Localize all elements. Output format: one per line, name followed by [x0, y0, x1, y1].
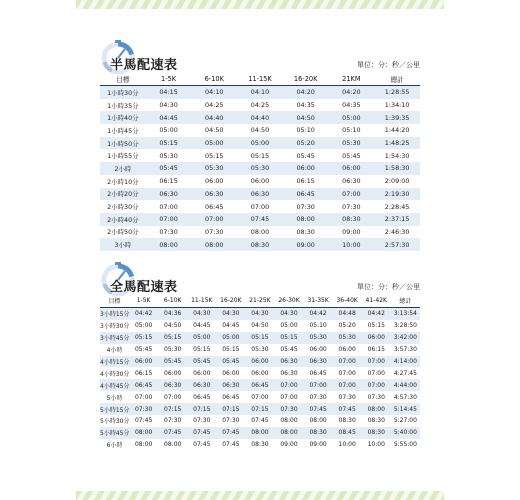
total-time-cell: 4:57:30 [391, 391, 420, 403]
column-header: 1-5K [146, 72, 192, 86]
pace-cell: 06:30 [191, 188, 237, 201]
column-header: 6-10K [191, 72, 237, 86]
pace-cell: 06:15 [362, 344, 391, 356]
total-time-cell: 3:57:30 [391, 344, 420, 356]
column-header: 11-15K [187, 294, 216, 308]
target-time-cell: 3小時 [100, 238, 146, 251]
pace-cell: 09:00 [274, 439, 303, 451]
pace-cell: 06:00 [245, 356, 274, 368]
pace-cell: 10:00 [362, 439, 391, 451]
total-time-cell: 4:44:00 [391, 379, 420, 391]
total-time-cell: 2:37:15 [374, 213, 420, 226]
pace-cell: 07:00 [158, 391, 187, 403]
pace-cell: 05:15 [237, 149, 283, 162]
pace-cell: 04:30 [187, 308, 216, 320]
total-time-cell: 5:40:00 [391, 427, 420, 439]
target-time-cell: 5小時45分 [100, 427, 129, 439]
pace-cell: 05:45 [187, 356, 216, 368]
pace-cell: 05:30 [245, 344, 274, 356]
pace-cell: 06:00 [158, 367, 187, 379]
pace-cell: 07:45 [216, 439, 245, 451]
pace-cell: 04:45 [216, 320, 245, 332]
pace-cell: 07:00 [304, 379, 333, 391]
pace-cell: 07:00 [333, 379, 362, 391]
pace-cell: 04:40 [191, 111, 237, 124]
pace-cell: 04:42 [362, 308, 391, 320]
pace-cell: 08:00 [274, 427, 303, 439]
half-marathon-header [100, 40, 420, 72]
target-time-cell: 3小時15分 [100, 308, 129, 320]
pace-cell: 08:00 [283, 213, 329, 226]
pace-cell: 05:00 [216, 332, 245, 344]
total-time-cell: 4:27:45 [391, 367, 420, 379]
pace-cell: 06:15 [146, 175, 192, 188]
target-time-cell: 2小時 [100, 162, 146, 175]
pace-cell: 04:10 [237, 86, 283, 99]
table-row [100, 162, 420, 175]
pace-cell: 08:30 [245, 439, 274, 451]
pace-cell: 05:00 [146, 124, 192, 137]
pace-cell: 05:15 [146, 137, 192, 150]
column-header: 41-42K [362, 294, 391, 308]
table-row [100, 415, 420, 427]
half-header-row [100, 72, 420, 86]
pace-cell: 06:45 [283, 188, 329, 201]
table-row [100, 403, 420, 415]
pace-cell: 06:00 [362, 332, 391, 344]
pace-cell: 07:15 [245, 403, 274, 415]
pace-cell: 07:45 [158, 427, 187, 439]
pace-cell: 06:30 [274, 356, 303, 368]
pace-cell: 07:30 [191, 226, 237, 239]
pace-cell: 05:15 [362, 320, 391, 332]
table-row [100, 367, 420, 379]
target-time-cell: 1小時30分 [100, 86, 146, 99]
pace-cell: 07:00 [333, 356, 362, 368]
pace-cell: 04:20 [283, 86, 329, 99]
target-time-cell: 6小時 [100, 439, 129, 451]
pace-cell: 05:45 [274, 344, 303, 356]
table-row [100, 226, 420, 239]
pace-cell: 05:15 [274, 332, 303, 344]
pace-cell: 04:50 [191, 124, 237, 137]
total-time-cell: 3:13:54 [391, 308, 420, 320]
pace-cell: 07:30 [216, 415, 245, 427]
pace-cell: 07:45 [333, 403, 362, 415]
target-time-cell: 4小時45分 [100, 379, 129, 391]
pace-cell: 07:30 [329, 200, 375, 213]
full-marathon-section [100, 262, 420, 451]
table-row [100, 344, 420, 356]
pace-cell: 05:30 [237, 162, 283, 175]
table-row [100, 111, 420, 124]
pace-cell: 07:30 [274, 403, 303, 415]
pace-cell: 04:20 [329, 86, 375, 99]
pace-cell: 06:00 [191, 175, 237, 188]
column-header: 21-25K [245, 294, 274, 308]
column-header: 6-10K [158, 294, 187, 308]
pace-cell: 06:45 [191, 200, 237, 213]
half-marathon-unit-note: 單位：分：秒／公里 [357, 61, 420, 69]
pace-cell: 04:30 [216, 308, 245, 320]
pace-cell: 07:00 [362, 379, 391, 391]
target-time-cell: 1小時45分 [100, 124, 146, 137]
target-time-cell: 5小時 [100, 391, 129, 403]
pace-cell: 10:00 [333, 439, 362, 451]
target-time-cell: 2小時20分 [100, 188, 146, 201]
total-time-cell: 3:28:50 [391, 320, 420, 332]
total-time-cell: 5:55:00 [391, 439, 420, 451]
pace-cell: 06:45 [187, 391, 216, 403]
pace-cell: 05:15 [187, 344, 216, 356]
total-time-cell: 1:28:55 [374, 86, 420, 99]
table-row [100, 200, 420, 213]
column-header: 總計 [374, 72, 420, 86]
pace-cell: 05:30 [333, 332, 362, 344]
pace-cell: 05:30 [304, 332, 333, 344]
pace-cell: 06:30 [329, 175, 375, 188]
pace-cell: 07:45 [245, 415, 274, 427]
table-row [100, 86, 420, 99]
pace-cell: 09:00 [329, 226, 375, 239]
pace-cell: 08:30 [362, 427, 391, 439]
pace-cell: 04:42 [304, 308, 333, 320]
pace-cell: 06:45 [216, 391, 245, 403]
pace-cell: 08:00 [191, 238, 237, 251]
pace-cell: 05:45 [129, 344, 158, 356]
total-time-cell: 2:19:30 [374, 188, 420, 201]
target-time-cell: 1小時55分 [100, 149, 146, 162]
pace-cell: 07:30 [187, 415, 216, 427]
pace-cell: 08:30 [237, 238, 283, 251]
column-header: 1-5K [129, 294, 158, 308]
pace-cell: 06:30 [237, 188, 283, 201]
pace-cell: 05:30 [191, 162, 237, 175]
column-header: 21KM [329, 72, 375, 86]
pace-cell: 05:15 [158, 332, 187, 344]
pace-cell: 05:20 [283, 137, 329, 150]
pace-cell: 05:45 [283, 149, 329, 162]
pace-cell: 07:00 [362, 367, 391, 379]
table-row [100, 332, 420, 344]
pace-cell: 06:00 [129, 356, 158, 368]
pace-cell: 06:45 [245, 379, 274, 391]
pace-cell: 04:50 [245, 320, 274, 332]
pace-cell: 08:30 [304, 427, 333, 439]
target-time-cell: 5小時15分 [100, 403, 129, 415]
total-time-cell: 1:48:25 [374, 137, 420, 150]
pace-cell: 04:45 [146, 111, 192, 124]
pace-cell: 06:45 [304, 367, 333, 379]
pace-cell: 04:42 [129, 308, 158, 320]
pace-cell: 07:15 [187, 403, 216, 415]
pace-cell: 04:35 [283, 99, 329, 112]
pace-cell: 07:00 [146, 213, 192, 226]
pace-cell: 06:00 [245, 367, 274, 379]
total-time-cell: 1:54:30 [374, 149, 420, 162]
pace-cell: 04:48 [333, 308, 362, 320]
pace-cell: 07:00 [146, 200, 192, 213]
pace-cell: 08:30 [333, 415, 362, 427]
pace-cell: 04:25 [237, 99, 283, 112]
table-row [100, 320, 420, 332]
pace-cell: 07:00 [274, 391, 303, 403]
column-header: 目標 [100, 72, 146, 86]
pace-cell: 08:00 [274, 415, 303, 427]
total-time-cell: 4:14:00 [391, 356, 420, 368]
pace-cell: 08:00 [158, 439, 187, 451]
pace-cell: 09:00 [304, 439, 333, 451]
pace-cell: 07:00 [129, 391, 158, 403]
pace-cell: 05:45 [158, 356, 187, 368]
pace-cell: 07:00 [333, 367, 362, 379]
pace-cell: 06:30 [304, 356, 333, 368]
table-row [100, 427, 420, 439]
pace-cell: 08:30 [329, 213, 375, 226]
pace-cell: 05:15 [191, 149, 237, 162]
total-time-cell: 5:14:45 [391, 403, 420, 415]
full-marathon-header [100, 262, 420, 294]
pace-cell: 07:00 [237, 200, 283, 213]
table-row [100, 238, 420, 251]
target-time-cell: 5小時30分 [100, 415, 129, 427]
target-time-cell: 1小時35分 [100, 99, 146, 112]
table-row [100, 99, 420, 112]
target-time-cell: 1小時50分 [100, 137, 146, 150]
pace-cell: 08:00 [146, 238, 192, 251]
pace-cell: 05:30 [329, 137, 375, 150]
column-header: 16-20K [283, 72, 329, 86]
pace-cell: 05:10 [329, 124, 375, 137]
pace-cell: 05:10 [304, 320, 333, 332]
pace-cell: 06:00 [329, 162, 375, 175]
table-row [100, 175, 420, 188]
pace-cell: 05:30 [146, 149, 192, 162]
pace-cell: 04:50 [283, 111, 329, 124]
pace-cell: 07:45 [304, 403, 333, 415]
pace-cell: 09:00 [283, 238, 329, 251]
total-time-cell: 2:46:30 [374, 226, 420, 239]
pace-cell: 05:20 [333, 320, 362, 332]
pace-cell: 04:25 [191, 99, 237, 112]
pace-cell: 05:00 [329, 111, 375, 124]
pace-cell: 06:30 [146, 188, 192, 201]
pace-cell: 06:00 [237, 175, 283, 188]
column-header: 11-15K [237, 72, 283, 86]
pace-cell: 04:10 [191, 86, 237, 99]
total-time-cell: 1:44:20 [374, 124, 420, 137]
pace-cell: 07:45 [187, 439, 216, 451]
total-time-cell: 2:57:30 [374, 238, 420, 251]
total-time-cell: 2:28:45 [374, 200, 420, 213]
pace-cell: 08:30 [283, 226, 329, 239]
column-header: 16-20K [216, 294, 245, 308]
pace-cell: 07:30 [304, 391, 333, 403]
pace-cell: 04:40 [237, 111, 283, 124]
total-time-cell: 3:42:00 [391, 332, 420, 344]
target-time-cell: 2小時50分 [100, 226, 146, 239]
pace-cell: 08:00 [304, 415, 333, 427]
target-time-cell: 4小時30分 [100, 367, 129, 379]
pace-cell: 05:10 [283, 124, 329, 137]
total-time-cell: 1:34:10 [374, 99, 420, 112]
pace-cell: 06:00 [304, 344, 333, 356]
table-row [100, 439, 420, 451]
table-row [100, 308, 420, 320]
pace-cell: 05:00 [191, 137, 237, 150]
full-marathon-unit-note: 單位：分：秒／公里 [357, 283, 420, 291]
pace-cell: 04:30 [146, 99, 192, 112]
pace-cell: 04:45 [187, 320, 216, 332]
pace-cell: 07:15 [158, 403, 187, 415]
column-header: 26-30K [274, 294, 303, 308]
pace-cell: 05:00 [274, 320, 303, 332]
pace-cell: 08:00 [362, 403, 391, 415]
pace-cell: 07:00 [191, 213, 237, 226]
target-time-cell: 2小時30分 [100, 200, 146, 213]
pace-cell: 06:00 [216, 367, 245, 379]
pace-cell: 06:00 [187, 367, 216, 379]
full-header-row [100, 294, 420, 308]
target-time-cell: 4小時15分 [100, 356, 129, 368]
pace-cell: 04:30 [245, 308, 274, 320]
pace-cell: 04:50 [237, 124, 283, 137]
pace-cell: 05:15 [129, 332, 158, 344]
full-marathon-pace-table [100, 294, 420, 451]
total-time-cell: 2:09:00 [374, 175, 420, 188]
pace-cell: 07:30 [129, 403, 158, 415]
pace-cell: 07:30 [283, 200, 329, 213]
pace-cell: 05:00 [187, 332, 216, 344]
total-time-cell: 1:39:35 [374, 111, 420, 124]
pace-cell: 04:35 [329, 99, 375, 112]
table-row [100, 391, 420, 403]
pace-cell: 08:00 [245, 427, 274, 439]
pace-cell: 08:30 [362, 415, 391, 427]
pace-cell: 05:45 [329, 149, 375, 162]
table-row [100, 149, 420, 162]
pace-cell: 08:45 [333, 427, 362, 439]
column-header: 31-35K [304, 294, 333, 308]
target-time-cell: 3小時30分 [100, 320, 129, 332]
target-time-cell: 1小時40分 [100, 111, 146, 124]
total-time-cell: 5:27:00 [391, 415, 420, 427]
pace-cell: 06:45 [129, 379, 158, 391]
pace-cell: 06:00 [283, 162, 329, 175]
table-row [100, 356, 420, 368]
pace-cell: 07:00 [245, 391, 274, 403]
pace-cell: 05:15 [245, 332, 274, 344]
bottom-decorative-stripe [76, 491, 444, 500]
pace-cell: 06:30 [274, 367, 303, 379]
pace-cell: 05:15 [216, 344, 245, 356]
pace-cell: 05:00 [237, 137, 283, 150]
pace-cell: 07:45 [237, 213, 283, 226]
pace-cell: 07:00 [274, 379, 303, 391]
pace-cell: 07:45 [129, 415, 158, 427]
half-marathon-pace-table [100, 72, 420, 251]
target-time-cell: 3小時45分 [100, 332, 129, 344]
pace-cell: 07:30 [362, 391, 391, 403]
table-row [100, 213, 420, 226]
pace-cell: 05:45 [146, 162, 192, 175]
pace-cell: 04:36 [158, 308, 187, 320]
target-time-cell: 4小時 [100, 344, 129, 356]
pace-cell: 05:00 [129, 320, 158, 332]
pace-cell: 07:45 [187, 427, 216, 439]
full-table-body [100, 308, 420, 451]
pace-cell: 07:30 [333, 391, 362, 403]
pace-cell: 08:00 [129, 427, 158, 439]
top-decorative-stripe [76, 0, 444, 9]
half-marathon-section [100, 40, 420, 251]
pace-cell: 05:45 [216, 356, 245, 368]
table-row [100, 188, 420, 201]
table-row [100, 137, 420, 150]
table-row [100, 124, 420, 137]
pace-cell: 06:30 [216, 379, 245, 391]
pace-cell: 07:15 [216, 403, 245, 415]
total-time-cell: 1:58:30 [374, 162, 420, 175]
column-header: 36-40K [333, 294, 362, 308]
pace-cell: 06:15 [129, 367, 158, 379]
pace-cell: 07:30 [158, 415, 187, 427]
target-time-cell: 2小時10分 [100, 175, 146, 188]
pace-cell: 07:00 [329, 188, 375, 201]
pace-cell: 07:30 [146, 226, 192, 239]
column-header: 目標 [100, 294, 129, 308]
pace-cell: 04:50 [158, 320, 187, 332]
pace-cell: 08:00 [237, 226, 283, 239]
target-time-cell: 2小時40分 [100, 213, 146, 226]
pace-cell: 07:00 [362, 356, 391, 368]
pace-cell: 10:00 [329, 238, 375, 251]
pace-cell: 08:00 [129, 439, 158, 451]
column-header: 總計 [391, 294, 420, 308]
pace-cell: 05:30 [158, 344, 187, 356]
half-marathon-title: 半馬配速表 [110, 58, 178, 73]
table-row [100, 379, 420, 391]
pace-cell: 06:15 [283, 175, 329, 188]
pace-cell: 06:30 [187, 379, 216, 391]
pace-cell: 06:30 [158, 379, 187, 391]
pace-cell: 04:30 [274, 308, 303, 320]
full-marathon-title: 全馬配速表 [110, 280, 178, 295]
pace-cell: 06:00 [333, 344, 362, 356]
pace-cell: 04:15 [146, 86, 192, 99]
half-table-body [100, 86, 420, 251]
pace-cell: 07:45 [216, 427, 245, 439]
